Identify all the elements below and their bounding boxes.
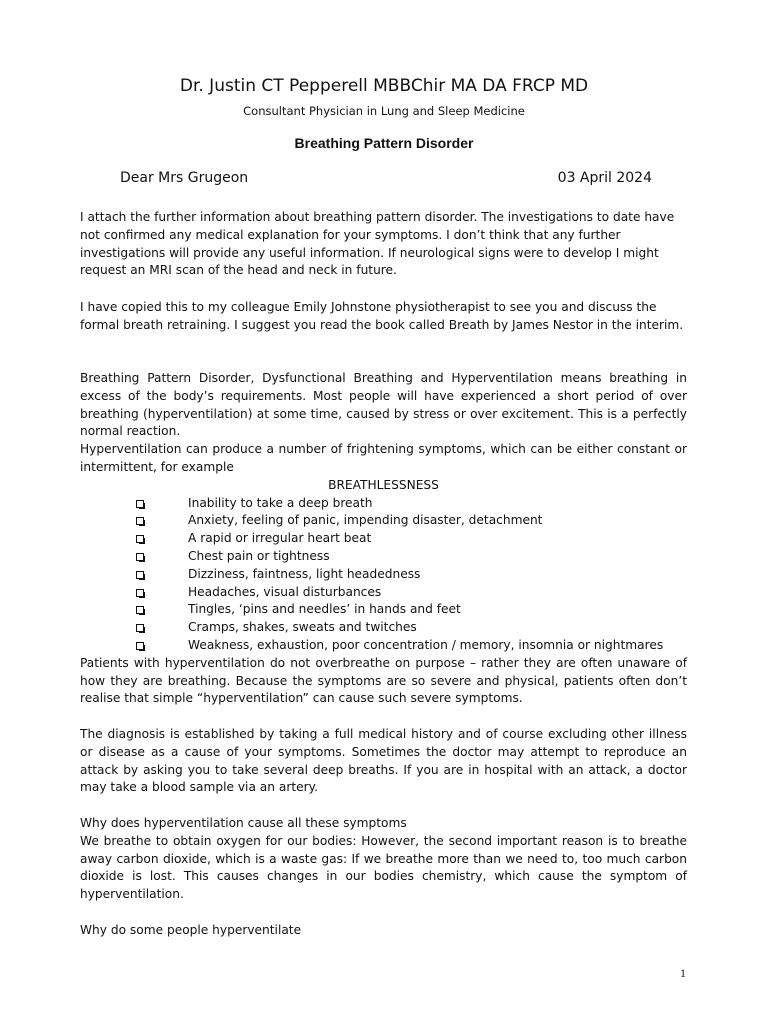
copied-paragraph <box>80 299 687 335</box>
list-item: Chest pain or tightness <box>80 548 687 566</box>
author-title: Consultant Physician in Lung and Sleep Medicine <box>243 104 525 118</box>
definition-text: Breathing Pattern Disorder, Dysfunctional Breathing and Hyperventilation means breathing in excess of the body’s requirements. Most people will have experienced a short period of over breathing (hyperventilation) at some time, caused by stress or over excitement. This is a perfectly normal reaction. <box>80 371 687 439</box>
main-content <box>80 370 687 940</box>
letter-date: 03 April 2024 <box>557 170 652 186</box>
document-title: Breathing Pattern Disorder <box>294 135 474 151</box>
why-hyperventilate-heading: Why do some people hyperventilate <box>80 922 302 937</box>
list-item: Weakness, exhaustion, poor concentration / memory, insomnia or nightmares <box>80 637 687 655</box>
symptoms-heading: BREATHLESSNESS <box>328 477 439 492</box>
checkbox-bullet-icon <box>136 553 144 561</box>
spacer <box>80 797 687 815</box>
checkbox-bullet-icon <box>136 535 144 543</box>
spacer <box>80 904 687 922</box>
checkbox-bullet-icon <box>136 517 144 525</box>
author-name: Dr. Justin CT Pepperell MBBChir MA DA FRCP MD <box>179 76 589 96</box>
list-item: Inability to take a deep breath <box>80 495 687 513</box>
checkbox-bullet-icon <box>136 642 144 650</box>
list-item: Anxiety, feeling of panic, impending disaster, detachment <box>80 512 687 530</box>
checkbox-bullet-icon <box>136 500 144 508</box>
intro-text: I attach the further information about breathing pattern disorder. The investigations to date have not confirmed any medical explanation for your symptoms. I don’t think that any further investigations will provide any useful information. If neurological signs were to develop I might request an MRI scan of the head and neck in future. <box>80 210 675 278</box>
checkbox-bullet-icon <box>136 606 144 614</box>
page-number: 1 <box>680 966 686 980</box>
diagnosis-text: The diagnosis is established by taking a full medical history and of course excluding other illness or disease as a cause of your symptoms. Sometimes the doctor may attempt to reproduce an attack by asking you to take several deep breaths. If you are in hospital with an attack, a doctor may take a blood sample via an artery. <box>80 726 687 795</box>
awareness-text: Patients with hyperventilation do not overbreathe on purpose – rather they are often unaware of how they are breathing. Because the symptoms are so severe and physical, patients often don’t realise that simple “hyperventilation” can cause such severe symptoms. <box>80 655 687 706</box>
symptoms-list <box>80 495 687 655</box>
list-item: A rapid or irregular heart beat <box>80 530 687 548</box>
checkbox-bullet-icon <box>136 624 144 632</box>
checkbox-bullet-icon <box>136 589 144 597</box>
list-item: Headaches, visual disturbances <box>80 584 687 602</box>
list-item: Tingles, ‘pins and needles’ in hands and feet <box>80 601 687 619</box>
list-item: Dizziness, faintness, light headedness <box>80 566 687 584</box>
salutation: Dear Mrs Grugeon <box>120 170 249 186</box>
intro-paragraph <box>80 209 687 280</box>
why-symptoms-heading: Why does hyperventilation cause all these symptoms <box>80 815 407 830</box>
why-symptoms-text: We breathe to obtain oxygen for our bodies: However, the second important reason is to breathe away carbon dioxide, which is a waste gas: If we breathe more than we need to, too much carbon dioxide is lost. This causes changes in our bodies chemistry, which cause the symptom of hyperventilation. <box>80 833 687 902</box>
copied-text: I have copied this to my colleague Emily Johnstone physiotherapist to see you and discuss the formal breath retraining. I suggest you read the book called Breath by James Nestor in the interim. <box>80 300 684 332</box>
symptoms-intro-text: Hyperventilation can produce a number of frightening symptoms, which can be either constant or intermittent, for example <box>80 442 687 474</box>
list-item: Cramps, shakes, sweats and twitches <box>80 619 687 637</box>
checkbox-bullet-icon <box>136 571 144 579</box>
spacer <box>80 708 687 726</box>
